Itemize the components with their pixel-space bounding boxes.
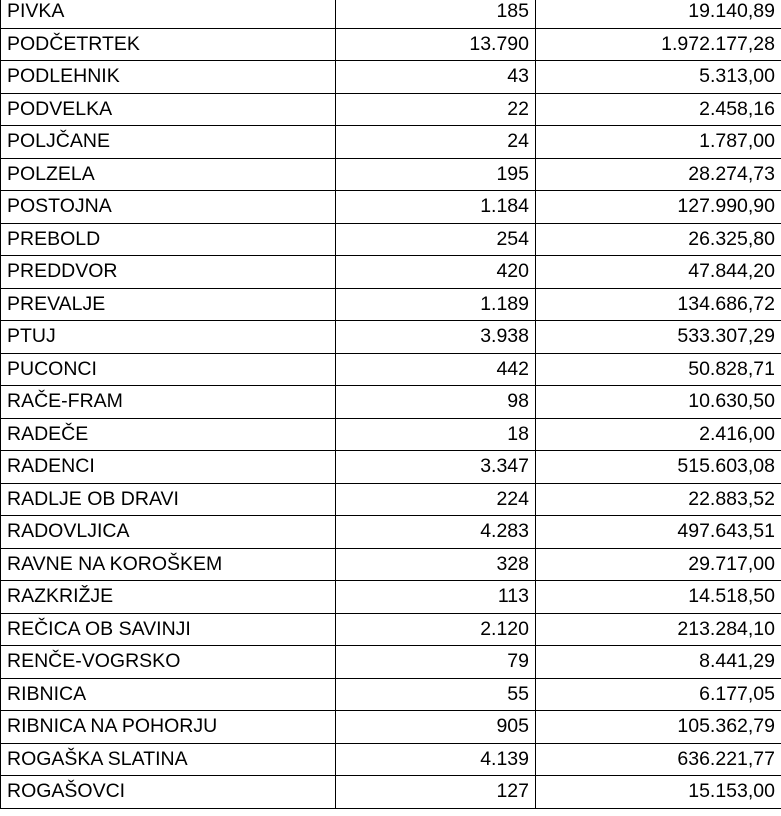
amount-cell: 533.307,29 — [536, 321, 781, 354]
table-row — [1, 223, 781, 256]
amount-cell: 8.441,29 — [536, 646, 781, 679]
count-cell: 113 — [336, 581, 536, 614]
municipality-name-cell: PUCONCI — [1, 353, 336, 386]
table-row — [1, 191, 781, 224]
municipality-name-cell: RAZKRIŽJE — [1, 581, 336, 614]
count-cell: 1.184 — [336, 191, 536, 224]
amount-cell: 2.416,00 — [536, 418, 781, 451]
municipality-name-cell: PODLEHNIK — [1, 61, 336, 94]
count-cell: 3.938 — [336, 321, 536, 354]
municipality-name-cell: ROGAŠOVCI — [1, 776, 336, 809]
table-row — [1, 321, 781, 354]
municipality-name-cell: RIBNICA — [1, 678, 336, 711]
table-row — [1, 418, 781, 451]
amount-cell: 1.787,00 — [536, 126, 781, 159]
count-cell: 127 — [336, 776, 536, 809]
amount-cell: 14.518,50 — [536, 581, 781, 614]
amount-cell: 127.990,90 — [536, 191, 781, 224]
amount-cell: 47.844,20 — [536, 256, 781, 289]
municipality-name-cell: PREBOLD — [1, 223, 336, 256]
count-cell: 3.347 — [336, 451, 536, 484]
amount-cell: 2.458,16 — [536, 93, 781, 126]
table-row — [1, 483, 781, 516]
count-cell: 442 — [336, 353, 536, 386]
table-row — [1, 28, 781, 61]
municipality-name-cell: RADOVLJICA — [1, 516, 336, 549]
count-cell: 79 — [336, 646, 536, 679]
table-row — [1, 386, 781, 419]
table-row — [1, 711, 781, 744]
amount-cell: 50.828,71 — [536, 353, 781, 386]
amount-cell: 19.140,89 — [536, 0, 781, 28]
amount-cell: 22.883,52 — [536, 483, 781, 516]
table-row — [1, 0, 781, 28]
table-row — [1, 158, 781, 191]
table-row — [1, 516, 781, 549]
count-cell: 98 — [336, 386, 536, 419]
municipality-name-cell: REČICA OB SAVINJI — [1, 613, 336, 646]
count-cell: 328 — [336, 548, 536, 581]
amount-cell: 515.603,08 — [536, 451, 781, 484]
municipality-name-cell: PREVALJE — [1, 288, 336, 321]
amount-cell: 6.177,05 — [536, 678, 781, 711]
table-row — [1, 548, 781, 581]
amount-cell: 26.325,80 — [536, 223, 781, 256]
table-row — [1, 678, 781, 711]
table-row — [1, 288, 781, 321]
municipality-name-cell: ROGAŠKA SLATINA — [1, 743, 336, 776]
municipality-name-cell: PIVKA — [1, 0, 336, 28]
table-row — [1, 646, 781, 679]
amount-cell: 29.717,00 — [536, 548, 781, 581]
count-cell: 22 — [336, 93, 536, 126]
table-row — [1, 743, 781, 776]
municipality-name-cell: RADLJE OB DRAVI — [1, 483, 336, 516]
count-cell: 55 — [336, 678, 536, 711]
table-row — [1, 581, 781, 614]
amount-cell: 1.972.177,28 — [536, 28, 781, 61]
count-cell: 195 — [336, 158, 536, 191]
municipality-name-cell: RAVNE NA KOROŠKEM — [1, 548, 336, 581]
municipality-name-cell: PODČETRTEK — [1, 28, 336, 61]
count-cell: 24 — [336, 126, 536, 159]
amount-cell: 497.643,51 — [536, 516, 781, 549]
municipality-name-cell: RADEČE — [1, 418, 336, 451]
count-cell: 224 — [336, 483, 536, 516]
amount-cell: 5.313,00 — [536, 61, 781, 94]
count-cell: 2.120 — [336, 613, 536, 646]
amount-cell: 105.362,79 — [536, 711, 781, 744]
count-cell: 18 — [336, 418, 536, 451]
municipality-name-cell: PREDDVOR — [1, 256, 336, 289]
municipality-name-cell: POLZELA — [1, 158, 336, 191]
count-cell: 43 — [336, 61, 536, 94]
municipality-name-cell: RAČE-FRAM — [1, 386, 336, 419]
table-row — [1, 126, 781, 159]
municipality-name-cell: PTUJ — [1, 321, 336, 354]
table-row — [1, 353, 781, 386]
municipality-name-cell: RENČE-VOGRSKO — [1, 646, 336, 679]
table-row — [1, 776, 781, 809]
amount-cell: 10.630,50 — [536, 386, 781, 419]
amount-cell: 28.274,73 — [536, 158, 781, 191]
amount-cell: 636.221,77 — [536, 743, 781, 776]
count-cell: 13.790 — [336, 28, 536, 61]
amount-cell: 134.686,72 — [536, 288, 781, 321]
amount-cell: 15.153,00 — [536, 776, 781, 809]
count-cell: 254 — [336, 223, 536, 256]
municipality-name-cell: POLJČANE — [1, 126, 336, 159]
table-row — [1, 93, 781, 126]
count-cell: 4.139 — [336, 743, 536, 776]
table-row — [1, 613, 781, 646]
count-cell: 905 — [336, 711, 536, 744]
municipality-name-cell: POSTOJNA — [1, 191, 336, 224]
municipality-name-cell: RIBNICA NA POHORJU — [1, 711, 336, 744]
count-cell: 185 — [336, 0, 536, 28]
municipality-name-cell: RADENCI — [1, 451, 336, 484]
table-row — [1, 61, 781, 94]
count-cell: 4.283 — [336, 516, 536, 549]
amount-cell: 213.284,10 — [536, 613, 781, 646]
table-body — [1, 0, 781, 808]
municipality-name-cell: PODVELKA — [1, 93, 336, 126]
count-cell: 420 — [336, 256, 536, 289]
table-row — [1, 451, 781, 484]
count-cell: 1.189 — [336, 288, 536, 321]
table-row — [1, 256, 781, 289]
